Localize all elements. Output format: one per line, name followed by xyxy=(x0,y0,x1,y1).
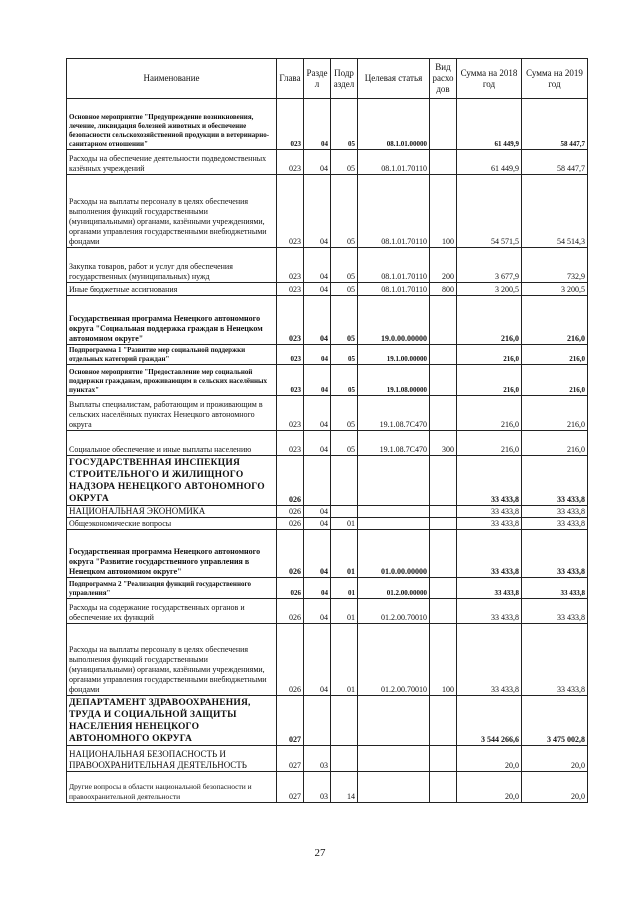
row-razdel: 04 xyxy=(304,431,331,456)
row-glava: 026 xyxy=(277,599,304,624)
row-glava: 023 xyxy=(277,150,304,175)
table-row xyxy=(67,345,588,365)
row-target: 19.1.08.7С470 xyxy=(358,396,430,431)
page-number: 27 xyxy=(314,847,326,859)
row-target: 01.2.00.00000 xyxy=(358,578,430,599)
row-sum-2018: 3 544 266,6 xyxy=(457,696,522,746)
row-razdel xyxy=(304,696,331,746)
table-row xyxy=(67,175,588,248)
row-name: Подпрограмма 2 "Реализация функций государственного управления" xyxy=(67,578,277,599)
row-name: Социальное обеспечение и иные выплаты населению xyxy=(67,431,277,456)
row-glava: 023 xyxy=(277,175,304,248)
row-target: 08.1.01.70110 xyxy=(358,150,430,175)
row-name: ДЕПАРТАМЕНТ ЗДРАВООХРАНЕНИЯ, ТРУДА И СОЦИАЛЬНОЙ ЗАЩИТЫ НАСЕЛЕНИЯ НЕНЕЦКОГО АВТОНОМНОГО ОКРУГА xyxy=(67,696,277,746)
row-podrazdel xyxy=(331,746,358,772)
row-target: 19.1.08.7С470 xyxy=(358,431,430,456)
row-podrazdel: 01 xyxy=(331,518,358,530)
table-row xyxy=(67,599,588,624)
row-vid: 800 xyxy=(430,283,457,296)
row-glava: 026 xyxy=(277,506,304,518)
table-row xyxy=(67,746,588,772)
row-glava: 027 xyxy=(277,772,304,803)
row-razdel: 04 xyxy=(304,578,331,599)
table-row xyxy=(67,283,588,296)
row-sum-2018: 216,0 xyxy=(457,365,522,396)
table-row xyxy=(67,624,588,696)
row-podrazdel: 05 xyxy=(331,175,358,248)
row-sum-2018: 33 433,8 xyxy=(457,518,522,530)
row-sum-2019: 33 433,8 xyxy=(522,518,588,530)
row-name: Расходы на обеспечение деятельности подведомственных казённых учреждений xyxy=(67,150,277,175)
row-razdel: 04 xyxy=(304,530,331,578)
row-sum-2019: 33 433,8 xyxy=(522,624,588,696)
row-sum-2018: 33 433,8 xyxy=(457,530,522,578)
row-vid xyxy=(430,599,457,624)
row-target: 08.1.01.70110 xyxy=(358,283,430,296)
row-vid xyxy=(430,578,457,599)
budget-table xyxy=(66,58,588,803)
row-target: 19.0.00.00000 xyxy=(358,296,430,345)
row-razdel: 04 xyxy=(304,599,331,624)
table-row xyxy=(67,365,588,396)
row-sum-2019: 732,9 xyxy=(522,248,588,283)
row-sum-2018: 216,0 xyxy=(457,296,522,345)
row-podrazdel: 05 xyxy=(331,345,358,365)
row-vid: 200 xyxy=(430,248,457,283)
row-podrazdel: 05 xyxy=(331,365,358,396)
row-target: 08.1.01.70110 xyxy=(358,175,430,248)
table-row xyxy=(67,248,588,283)
row-vid xyxy=(430,506,457,518)
row-name: НАЦИОНАЛЬНАЯ БЕЗОПАСНОСТЬ И ПРАВООХРАНИТЕЛЬНАЯ ДЕЯТЕЛЬНОСТЬ xyxy=(67,746,277,772)
table-row xyxy=(67,578,588,599)
row-vid xyxy=(430,365,457,396)
row-name: Расходы на выплаты персоналу в целях обеспечения выполнения функций государственными (муниципальными) органами, казёнными учреждениями, органами управления государственными внебюджетными фондами xyxy=(67,175,277,248)
row-sum-2018: 61 449,9 xyxy=(457,99,522,150)
row-name: Расходы на выплаты персоналу в целях обеспечения выполнения функций государственными (муниципальными) органами, казёнными учреждениями, органами управления государственными внебюджетными фондами xyxy=(67,624,277,696)
row-podrazdel: 01 xyxy=(331,530,358,578)
row-sum-2018: 20,0 xyxy=(457,746,522,772)
row-sum-2019: 33 433,8 xyxy=(522,578,588,599)
header-vid: Вид расхо дов xyxy=(430,59,457,99)
table-row xyxy=(67,150,588,175)
row-sum-2018: 216,0 xyxy=(457,396,522,431)
row-glava: 027 xyxy=(277,696,304,746)
row-podrazdel: 05 xyxy=(331,396,358,431)
row-vid xyxy=(430,296,457,345)
row-vid xyxy=(430,772,457,803)
row-target: 19.1.00.00000 xyxy=(358,345,430,365)
row-glava: 026 xyxy=(277,456,304,506)
row-target: 19.1.08.00000 xyxy=(358,365,430,396)
row-razdel: 04 xyxy=(304,296,331,345)
row-podrazdel: 05 xyxy=(331,296,358,345)
row-razdel: 04 xyxy=(304,175,331,248)
header-razdel: Разде л xyxy=(304,59,331,99)
row-razdel: 04 xyxy=(304,283,331,296)
row-podrazdel: 14 xyxy=(331,772,358,803)
row-glava: 023 xyxy=(277,248,304,283)
table-header-row xyxy=(67,59,588,99)
row-name: Государственная программа Ненецкого автономного округа "Развитие государственного управления в Ненецком автономном округе" xyxy=(67,530,277,578)
table-row xyxy=(67,456,588,506)
row-razdel: 04 xyxy=(304,506,331,518)
header-name: Наименование xyxy=(67,59,277,99)
row-sum-2018: 216,0 xyxy=(457,345,522,365)
row-glava: 026 xyxy=(277,624,304,696)
row-target: 01.0.00.00000 xyxy=(358,530,430,578)
row-vid: 100 xyxy=(430,624,457,696)
row-vid xyxy=(430,696,457,746)
row-podrazdel: 05 xyxy=(331,431,358,456)
header-sum-2019: Сумма на 2019 год xyxy=(522,59,588,99)
row-sum-2019: 33 433,8 xyxy=(522,456,588,506)
row-sum-2019: 3 200,5 xyxy=(522,283,588,296)
row-sum-2018: 3 200,5 xyxy=(457,283,522,296)
row-name: Закупка товаров, работ и услуг для обеспечения государственных (муниципальных) нужд xyxy=(67,248,277,283)
row-razdel xyxy=(304,456,331,506)
row-sum-2019: 216,0 xyxy=(522,431,588,456)
row-vid xyxy=(430,530,457,578)
row-name: Основное мероприятие "Предоставление мер социальной поддержки гражданам, проживающим в сельских населённых пунктах" xyxy=(67,365,277,396)
row-razdel: 04 xyxy=(304,248,331,283)
table-row xyxy=(67,99,588,150)
row-name: НАЦИОНАЛЬНАЯ ЭКОНОМИКА xyxy=(67,506,277,518)
row-target: 08.1.01.70110 xyxy=(358,248,430,283)
row-target xyxy=(358,456,430,506)
row-sum-2019: 33 433,8 xyxy=(522,506,588,518)
row-sum-2018: 33 433,8 xyxy=(457,506,522,518)
row-glava: 023 xyxy=(277,99,304,150)
row-glava: 027 xyxy=(277,746,304,772)
row-podrazdel xyxy=(331,456,358,506)
row-glava: 023 xyxy=(277,283,304,296)
row-glava: 023 xyxy=(277,345,304,365)
row-sum-2019: 216,0 xyxy=(522,345,588,365)
row-podrazdel: 05 xyxy=(331,248,358,283)
row-vid xyxy=(430,396,457,431)
row-name: Расходы на содержание государственных органов и обеспечение их функций xyxy=(67,599,277,624)
row-sum-2018: 54 571,5 xyxy=(457,175,522,248)
row-sum-2018: 33 433,8 xyxy=(457,456,522,506)
row-target: 01.2.00.70010 xyxy=(358,624,430,696)
table-row xyxy=(67,518,588,530)
row-sum-2018: 33 433,8 xyxy=(457,624,522,696)
row-vid xyxy=(430,456,457,506)
row-razdel: 04 xyxy=(304,345,331,365)
row-target xyxy=(358,506,430,518)
row-sum-2018: 20,0 xyxy=(457,772,522,803)
row-podrazdel xyxy=(331,696,358,746)
header-target: Целевая статья xyxy=(358,59,430,99)
row-sum-2019: 58 447,7 xyxy=(522,99,588,150)
row-glava: 026 xyxy=(277,530,304,578)
table-row xyxy=(67,530,588,578)
row-glava: 023 xyxy=(277,365,304,396)
row-podrazdel: 05 xyxy=(331,99,358,150)
row-vid xyxy=(430,345,457,365)
header-sum-2018: Сумма на 2018 год xyxy=(457,59,522,99)
row-target: 01.2.00.70010 xyxy=(358,599,430,624)
row-podrazdel: 05 xyxy=(331,150,358,175)
row-target: 08.1.01.00000 xyxy=(358,99,430,150)
table-row xyxy=(67,431,588,456)
row-vid: 300 xyxy=(430,431,457,456)
row-razdel: 03 xyxy=(304,772,331,803)
header-glava: Глава xyxy=(277,59,304,99)
row-sum-2019: 33 433,8 xyxy=(522,599,588,624)
row-sum-2019: 3 475 002,8 xyxy=(522,696,588,746)
row-glava: 026 xyxy=(277,518,304,530)
row-glava: 023 xyxy=(277,396,304,431)
row-podrazdel: 01 xyxy=(331,599,358,624)
row-vid: 100 xyxy=(430,175,457,248)
row-name: Основное мероприятие "Предупреждение возникновения, лечение, ликвидация болезней животных и обеспечение безопасности сельскохозяйственной продукции в ветеринарно-санитарном отношении" xyxy=(67,99,277,150)
row-name: Общеэкономические вопросы xyxy=(67,518,277,530)
row-sum-2019: 216,0 xyxy=(522,365,588,396)
table-row xyxy=(67,296,588,345)
row-sum-2019: 216,0 xyxy=(522,396,588,431)
row-podrazdel: 05 xyxy=(331,283,358,296)
row-target xyxy=(358,772,430,803)
row-sum-2019: 58 447,7 xyxy=(522,150,588,175)
row-name: Выплаты специалистам, работающим и проживающим в сельских населённых пунктах Ненецкого автономного округа xyxy=(67,396,277,431)
row-razdel: 04 xyxy=(304,365,331,396)
row-sum-2018: 33 433,8 xyxy=(457,599,522,624)
row-name: Подпрограмма 1 "Развитие мер социальной поддержки отдельных категорий граждан" xyxy=(67,345,277,365)
row-razdel: 03 xyxy=(304,746,331,772)
table-row xyxy=(67,696,588,746)
row-target xyxy=(358,746,430,772)
row-vid xyxy=(430,746,457,772)
row-sum-2018: 3 677,9 xyxy=(457,248,522,283)
row-name: Государственная программа Ненецкого автономного округа "Социальная поддержка граждан в Ненецком автономном округе" xyxy=(67,296,277,345)
row-sum-2018: 216,0 xyxy=(457,431,522,456)
table-row xyxy=(67,396,588,431)
row-sum-2019: 33 433,8 xyxy=(522,530,588,578)
table-row xyxy=(67,506,588,518)
row-sum-2019: 216,0 xyxy=(522,296,588,345)
row-razdel: 04 xyxy=(304,518,331,530)
row-sum-2018: 61 449,9 xyxy=(457,150,522,175)
row-podrazdel: 01 xyxy=(331,624,358,696)
row-razdel: 04 xyxy=(304,396,331,431)
row-target xyxy=(358,696,430,746)
row-name: Иные бюджетные ассигнования xyxy=(67,283,277,296)
row-sum-2018: 33 433,8 xyxy=(457,578,522,599)
header-podrazdel: Подр аздел xyxy=(331,59,358,99)
row-sum-2019: 54 514,3 xyxy=(522,175,588,248)
row-target xyxy=(358,518,430,530)
row-podrazdel: 01 xyxy=(331,578,358,599)
row-vid xyxy=(430,518,457,530)
row-vid xyxy=(430,150,457,175)
row-sum-2019: 20,0 xyxy=(522,746,588,772)
table-row xyxy=(67,772,588,803)
row-glava: 026 xyxy=(277,578,304,599)
row-podrazdel xyxy=(331,506,358,518)
row-razdel: 04 xyxy=(304,624,331,696)
row-sum-2019: 20,0 xyxy=(522,772,588,803)
row-glava: 023 xyxy=(277,296,304,345)
row-razdel: 04 xyxy=(304,99,331,150)
row-vid xyxy=(430,99,457,150)
row-name: ГОСУДАРСТВЕННАЯ ИНСПЕКЦИЯ СТРОИТЕЛЬНОГО И ЖИЛИЩНОГО НАДЗОРА НЕНЕЦКОГО АВТОНОМНОГО ОКРУГА xyxy=(67,456,277,506)
row-glava: 023 xyxy=(277,431,304,456)
row-razdel: 04 xyxy=(304,150,331,175)
row-name: Другие вопросы в области национальной безопасности и правоохранительной деятельности xyxy=(67,772,277,803)
